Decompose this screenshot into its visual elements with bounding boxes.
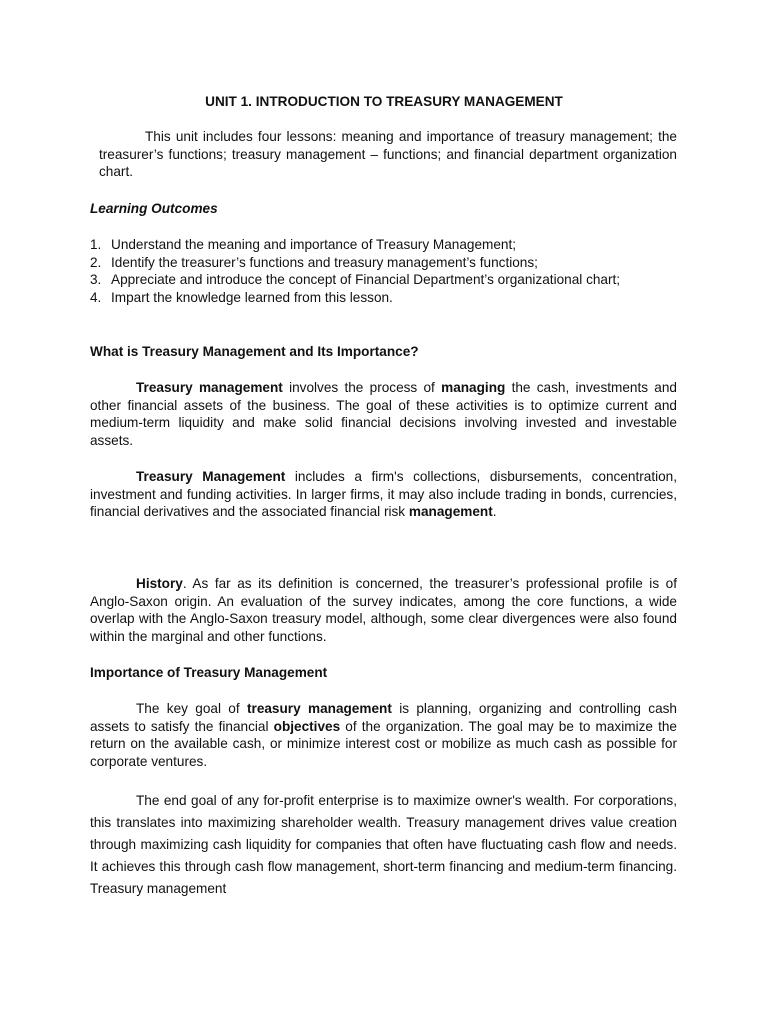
- paragraph-text: is planning, organizing and controlling cash assets to satisfy the financial: [90, 701, 677, 734]
- list-item-text: Impart the knowledge learned from this lesson.: [111, 289, 393, 305]
- learning-outcomes-heading: Learning Outcomes: [90, 201, 218, 216]
- intro-paragraph: [99, 128, 677, 181]
- bold-term: Treasury Management: [136, 469, 286, 484]
- list-item-number: 2.: [90, 254, 102, 270]
- paragraph-definition: [90, 379, 677, 449]
- paragraph-text: . As far as its definition is concerned, the treasurer’s professional profile is of Anglo-Saxon origin. An evaluation of the survey indicates, among the core functions, a wide overlap with the Anglo-Saxon treasury model, although, some clear divergences were also found within the marginal and other functions.: [90, 576, 677, 644]
- paragraph-key-goal: [90, 700, 677, 770]
- bold-term: objectives: [273, 718, 341, 734]
- list-item: [90, 254, 690, 272]
- list-item-text: Identify the treasurer’s functions and treasury management’s functions;: [111, 254, 538, 270]
- paragraph-text: The end goal of any for-profit enterprise is to maximize owner's wealth. For corporations, this translates into maximizing shareholder wealth. Treasury management drives value creation through maximizing cash liquidity for companies that often have fluctuating cash flow and needs. It achieves this through cash flow management, short-term financing and medium-term financing. Treasury management: [90, 793, 677, 896]
- paragraph-scope: [90, 468, 677, 521]
- section-heading-what-is-treasury: What is Treasury Management and Its Importance?: [90, 344, 419, 359]
- bold-term: Treasury management: [136, 380, 283, 395]
- list-item: [90, 236, 690, 254]
- paragraph-text: includes a firm's collections, disbursements, concentration, investment and funding activities. In larger firms, it may also include trading in bonds, currencies, financial derivatives and the associated financial risk: [90, 469, 678, 520]
- page-title: UNIT 1. INTRODUCTION TO TREASURY MANAGEMENT: [205, 94, 563, 109]
- bold-term: treasury management: [247, 701, 392, 716]
- section-heading-importance: Importance of Treasury Management: [90, 665, 328, 680]
- list-item-number: 3.: [90, 272, 102, 288]
- intro-text: This unit includes four lessons: meaning and importance of treasury management; the treasurer’s functions; treasury management – functions; and financial department organization chart.: [99, 129, 677, 180]
- paragraph-text: involves the process of: [282, 380, 442, 395]
- list-item: [90, 289, 690, 307]
- list-item-text: Appreciate and introduce the concept of Financial Department’s organizational chart;: [111, 272, 621, 288]
- paragraph-text: the cash, investments and other financial assets of the business. The goal of these activities is to optimize current and medium-term liquidity and make solid financial decisions involving invested and investable assets.: [90, 380, 677, 448]
- paragraph-history: [90, 575, 677, 645]
- learning-outcomes-list: [90, 236, 690, 306]
- bold-term: History: [136, 576, 183, 591]
- list-item-text: Understand the meaning and importance of Treasury Management;: [111, 237, 517, 252]
- bold-term: management: [408, 504, 493, 520]
- list-item-number: 1.: [90, 237, 102, 252]
- paragraph-text: .: [492, 504, 497, 520]
- paragraph-end-goal: [90, 790, 677, 900]
- paragraph-text: of the organization. The goal may be to maximize the return on the available cash, or minimize interest cost or mobilize as much cash as possible for corporate ventures.: [90, 718, 677, 769]
- bold-term: managing: [441, 380, 506, 395]
- paragraph-text: The key goal of: [136, 701, 247, 716]
- list-item: [90, 271, 690, 289]
- list-item-number: 4.: [90, 289, 102, 305]
